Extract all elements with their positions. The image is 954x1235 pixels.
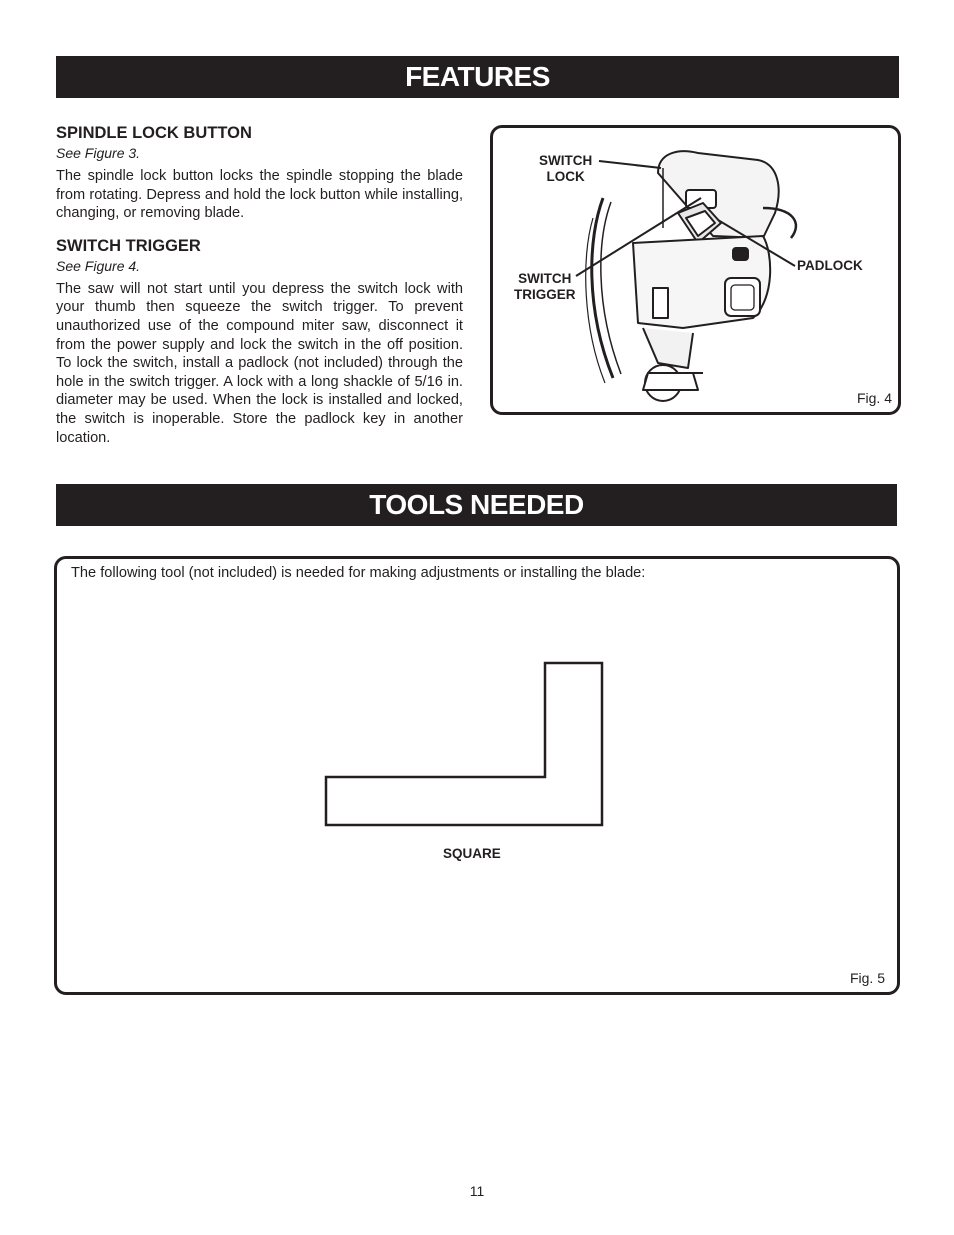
features-banner <box>56 56 899 98</box>
page-number: 11 <box>469 1183 485 1199</box>
spindle-lock-body: The spindle lock button locks the spindle stopping the blade from rotating. Depress and hold the lock button while installing, changing, or removing blade. <box>56 168 463 222</box>
spindle-lock-heading: SPINDLE LOCK BUTTON <box>56 124 252 142</box>
spindle-lock-see-figure: See Figure 3. <box>56 145 141 161</box>
features-text-column <box>56 123 463 447</box>
square-tool-illustration <box>57 559 897 992</box>
section-switch-trigger <box>56 236 463 447</box>
tools-needed-title: TOOLS NEEDED <box>369 489 584 520</box>
figure-4-box <box>490 125 901 415</box>
figure-5-label: Fig. 5 <box>849 970 885 986</box>
tools-needed-banner <box>56 484 897 526</box>
tools-intro-text: The following tool (not included) is needed for making adjustments or installing the blade: <box>71 565 646 581</box>
callout-switch-trigger: SWITCH TRIGGER <box>514 271 576 302</box>
figure-4-label: Fig. 4 <box>856 390 892 406</box>
switch-trigger-heading: SWITCH TRIGGER <box>56 236 201 255</box>
switch-trigger-body: The saw will not start until you depress the switch lock with your thumb then squeeze the switch trigger. To prevent unauthorized use of the compound miter saw, disconnect it from the power supply and lock the switch in the off position. To lock the switch, install a padlock (not included) through the hole in the switch trigger. A lock with a long shackle of 5/16 in. diameter may be used. When the lock is installed and locked, the switch is inoperable. Store the padlock key in another location. <box>56 280 463 446</box>
square-label: SQUARE <box>443 846 501 861</box>
switch-trigger-see-figure: See Figure 4. <box>56 257 141 274</box>
figure-5-box <box>54 556 900 995</box>
callout-switch-lock: SWITCH LOCK <box>539 153 593 184</box>
features-title: FEATURES <box>405 61 550 92</box>
section-spindle-lock <box>56 123 463 223</box>
callout-padlock: PADLOCK <box>797 258 863 273</box>
